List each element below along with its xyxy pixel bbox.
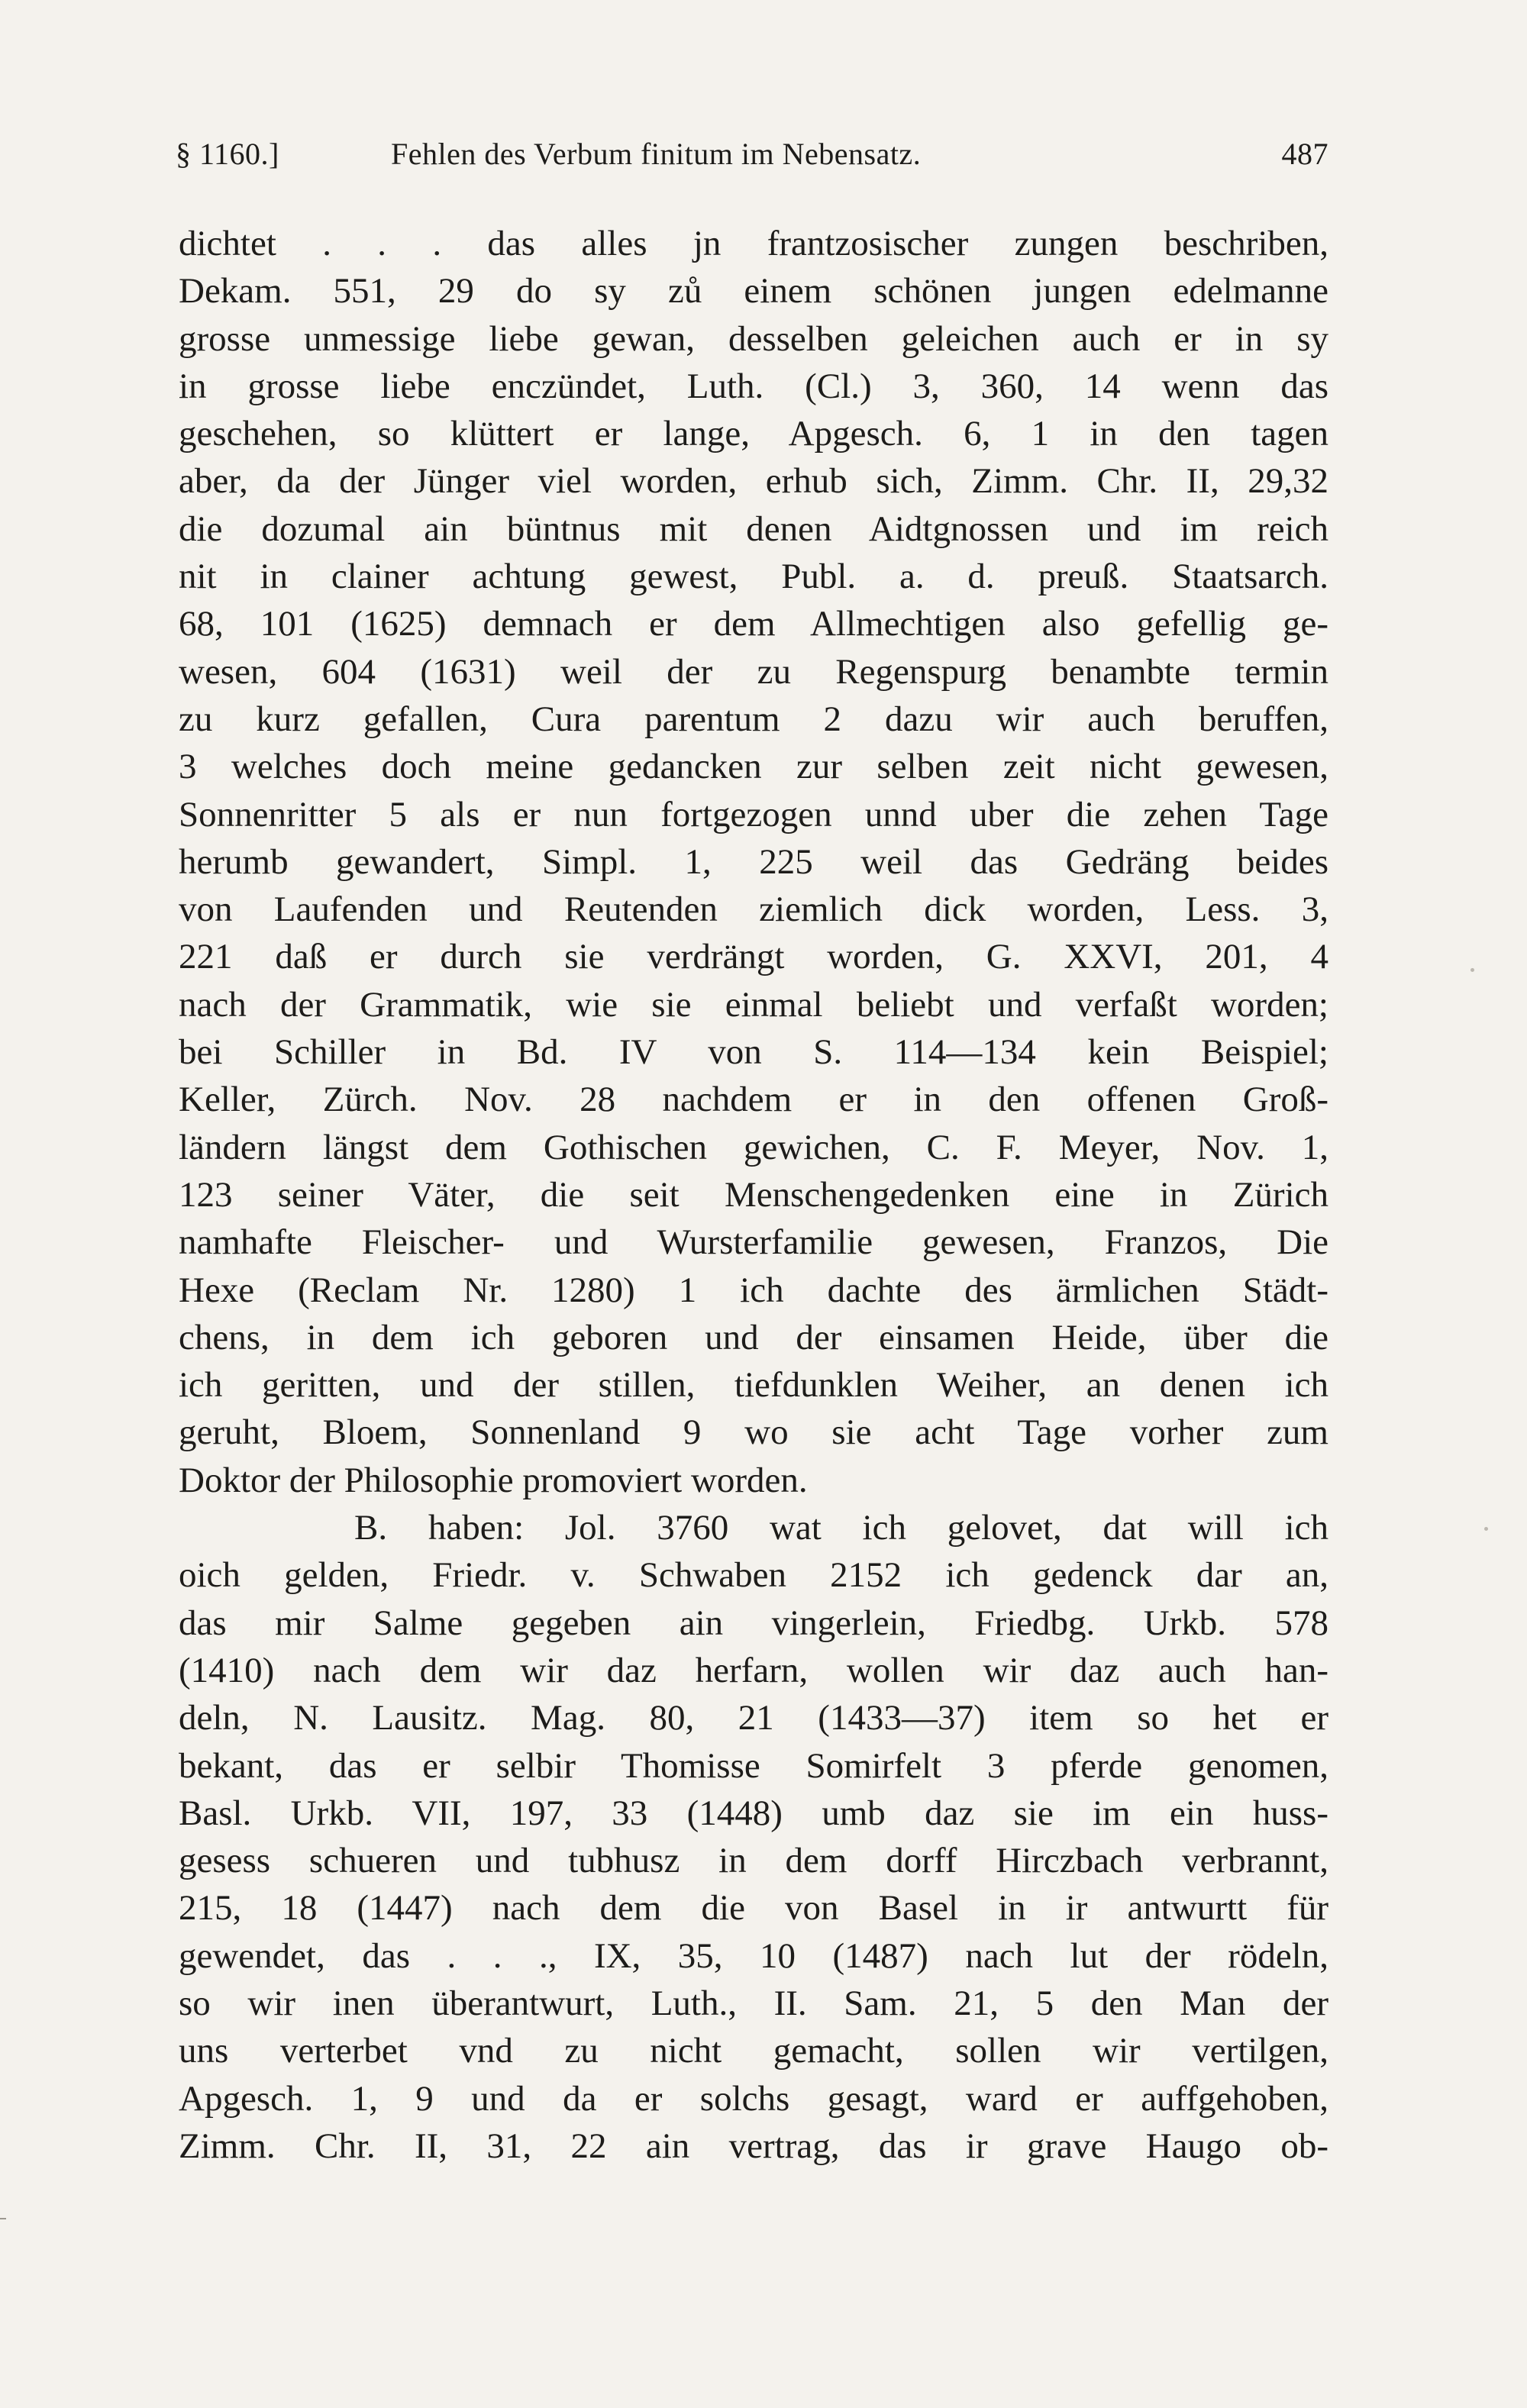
text-line: (1410) nach dem wir daz herfarn, wollen wir daz auch han- <box>179 1650 1328 1690</box>
text-line: 68, 101 (1625) demnach er dem Allmechtigen also gefellig ge- <box>179 604 1328 644</box>
text-line: 221 daß er durch sie verdrängt worden, G. XXVI, 201, 4 <box>179 937 1328 977</box>
text-line: zu kurz gefallen, Cura parentum 2 dazu wir auch beruffen, <box>179 699 1328 739</box>
text-line: 215, 18 (1447) nach dem die von Basel in ir antwurtt für <box>179 1888 1328 1929</box>
text-line: bei Schiller in Bd. IV von S. 114—134 kein Beispiel; <box>179 1032 1328 1073</box>
text-line: oich gelden, Friedr. v. Schwaben 2152 ich gedenck dar an, <box>179 1555 1328 1596</box>
running-header <box>176 136 1328 182</box>
text-line: so wir inen überantwurt, Luth., II. Sam. 21, 5 den Man der <box>179 1983 1328 2023</box>
text-line: die dozumal ain büntnus mit denen Aidtgnossen und im reich <box>179 508 1328 549</box>
text-line: Keller, Zürch. Nov. 28 nachdem er in den offenen Groß- <box>179 1080 1328 1120</box>
scan-edge-mark <box>0 2218 6 2219</box>
paper-speck <box>1484 1527 1488 1531</box>
paper-speck <box>1471 968 1474 972</box>
section-reference: § 1160.] <box>176 137 279 171</box>
text-line: B. haben: Jol. 3760 wat ich gelovet, dat will ich <box>354 1508 1328 1548</box>
text-line: aber, da der Jünger viel worden, erhub sich, Zimm. Chr. II, 29,32 <box>179 461 1328 502</box>
text-line: herumb gewandert, Simpl. 1, 225 weil das Gedräng beides <box>179 841 1328 882</box>
body-text <box>179 220 1328 2170</box>
text-line: chens, in dem ich geboren und der einsamen Heide, über die <box>179 1317 1328 1357</box>
text-line: Zimm. Chr. II, 31, 22 ain vertrag, das ir grave Haugo ob- <box>179 2126 1328 2166</box>
text-line: bekant, das er selbir Thomisse Somirfelt 3 pferde genomen, <box>179 1745 1328 1786</box>
text-line: ich geritten, und der stillen, tiefdunklen Weiher, an denen ich <box>179 1365 1328 1406</box>
text-line: das mir Salme gegeben ain vingerlein, Friedbg. Urkb. 578 <box>179 1603 1328 1643</box>
text-line: Doktor der Philosophie promoviert worden. <box>179 1460 808 1500</box>
text-line: Dekam. 551, 29 do sy zů einem schönen jungen edelmanne <box>179 271 1328 311</box>
text-line: Apgesch. 1, 9 und da er solchs gesagt, ward er auffgehoben, <box>179 2078 1328 2119</box>
text-line: dichtet . . . das alles jn frantzosischer zungen beschriben, <box>179 224 1328 263</box>
text-line: Hexe (Reclam Nr. 1280) 1 ich dachte des ärmlichen Städt- <box>179 1270 1328 1310</box>
text-line: gesess schueren und tubhusz in dem dorff Hirczbach verbrannt, <box>179 1841 1328 1881</box>
text-line: gewendet, das . . ., IX, 35, 10 (1487) nach lut der rödeln, <box>179 1935 1328 1976</box>
text-line: deln, N. Lausitz. Mag. 80, 21 (1433—37) item so het er <box>179 1698 1328 1738</box>
text-line: namhafte Fleischer- und Wursterfamilie gewesen, Franzos, Die <box>179 1222 1328 1263</box>
text-line: nit in clainer achtung gewest, Publ. a. d. preuß. Staatsarch. <box>179 557 1328 597</box>
text-line: grosse unmessige liebe gewan, desselben geleichen auch er in sy <box>179 318 1328 359</box>
text-line: Sonnenritter 5 als er nun fortgezogen unnd uber die zehen Tage <box>179 794 1328 834</box>
text-line: ländern längst dem Gothischen gewichen, C. F. Meyer, Nov. 1, <box>179 1127 1328 1167</box>
text-line: geruht, Bloem, Sonnenland 9 wo sie acht Tage vorher zum <box>179 1412 1328 1453</box>
running-title: Fehlen des Verbum finitum im Nebensatz. <box>391 137 922 171</box>
text-line: wesen, 604 (1631) weil der zu Regenspurg benambte termin <box>179 651 1328 692</box>
text-line: geschehen, so klüttert er lange, Apgesch. 6, 1 in den tagen <box>179 414 1328 454</box>
page-number: 487 <box>1281 137 1328 171</box>
text-line: in grosse liebe enczündet, Luth. (Cl.) 3, 360, 14 wenn das <box>179 366 1328 406</box>
text-line: 3 welches doch meine gedancken zur selben zeit nicht gewesen, <box>179 747 1328 787</box>
text-line: nach der Grammatik, wie sie einmal beliebt und verfaßt worden; <box>179 984 1328 1025</box>
text-line: 123 seiner Väter, die seit Menschengedenken eine in Zürich <box>179 1174 1328 1215</box>
text-line: uns verterbet vnd zu nicht gemacht, sollen wir vertilgen, <box>179 2031 1328 2071</box>
text-line: von Laufenden und Reutenden ziemlich dick worden, Less. 3, <box>179 889 1328 930</box>
text-line: Basl. Urkb. VII, 197, 33 (1448) umb daz sie im ein huss- <box>179 1793 1328 1833</box>
